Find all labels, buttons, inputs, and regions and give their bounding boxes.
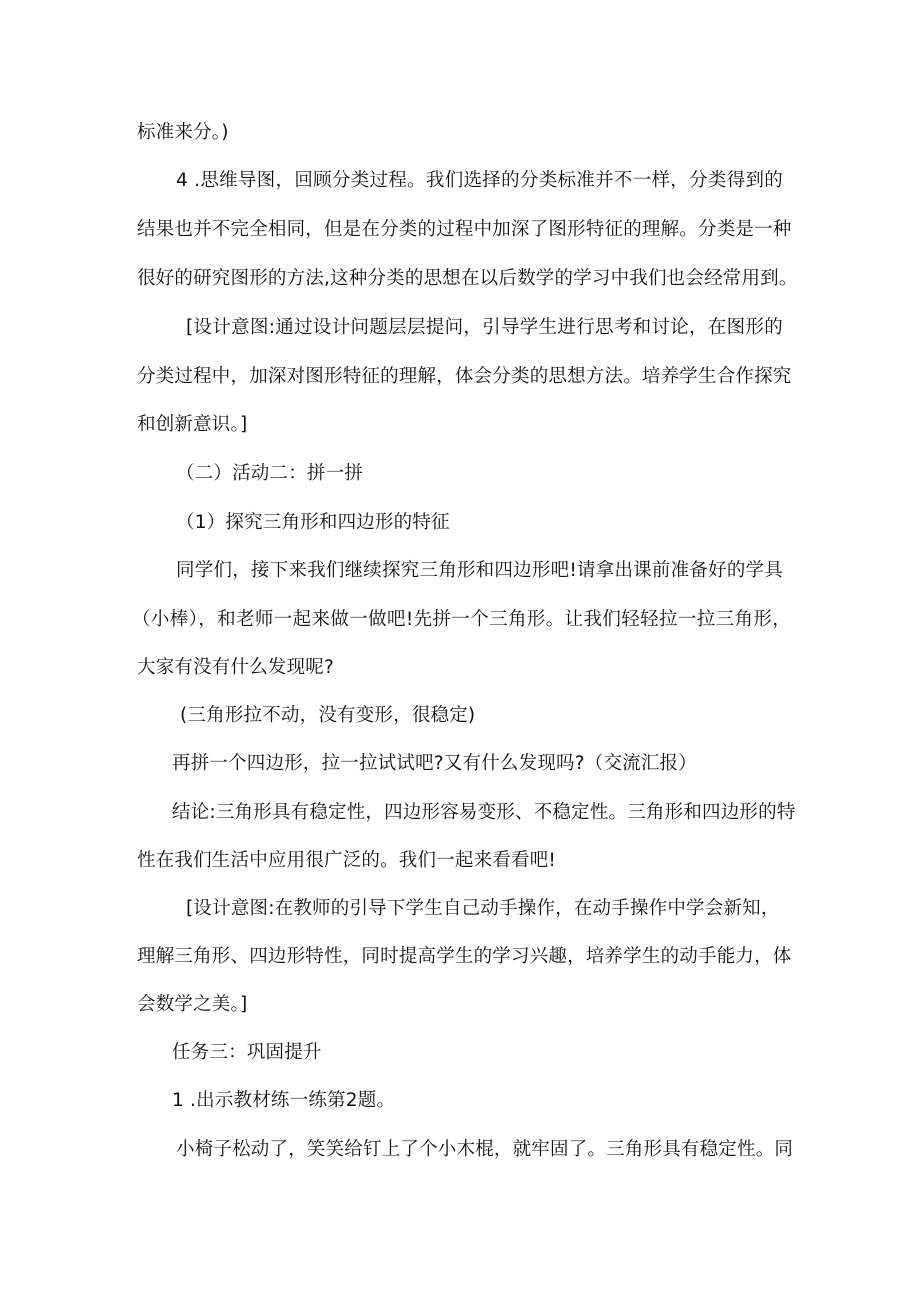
paragraph-line: [设计意图:通过设计问题层层提问，引导学生进行思考和讨论，在图形的 <box>186 317 783 338</box>
paragraph-line: 再拼一个四边形，拉一拉试试吧?又有什么发现吗?（交流汇报） <box>172 753 697 774</box>
paragraph-line: 同学们，接下来我们继续探究三角形和四边形吧!请拿出课前准备好的学具 <box>176 560 783 581</box>
paragraph-line: 结果也并不完全相同，但是在分类的过程中加深了图形特征的理解。分类是一种 <box>137 219 792 240</box>
paragraph-line: 标准来分。) <box>137 122 229 143</box>
paragraph-line: 4 .思维导图，回顾分类过程。我们选择的分类标准并不一样，分类得到的 <box>176 170 783 191</box>
paragraph-line: (三角形拉不动，没有变形，很稳定) <box>180 705 476 726</box>
paragraph-line: 小椅子松动了，笑笑给钉上了个小木棍，就牢固了。三角形具有稳定性。同 <box>176 1139 794 1160</box>
paragraph-line: 性在我们生活中应用很广泛的。我们一起来看看吧! <box>137 850 557 871</box>
subsection-heading: （1）探究三角形和四边形的特征 <box>176 512 450 533</box>
section-heading: 任务三：巩固提升 <box>172 1042 322 1063</box>
paragraph-line: 理解三角形、四边形特性，同时提高学生的学习兴趣，培养学生的动手能力，体 <box>137 946 792 967</box>
paragraph-line: 结论:三角形具有稳定性，四边形容易变形、不稳定性。三角形和四边形的特 <box>172 802 796 823</box>
paragraph-line: 会数学之美。] <box>137 994 248 1015</box>
paragraph-line: 和创新意识。] <box>137 414 248 435</box>
section-heading: （二）活动二：拼一拼 <box>176 463 364 484</box>
paragraph-line: 分类过程中，加深对图形特征的理解，体会分类的思想方法。培养学生合作探究 <box>137 366 792 387</box>
paragraph-line: 1 .出示教材练一练第2题。 <box>172 1090 396 1111</box>
paragraph-line: [设计意图:在教师的引导下学生自己动手操作，在动手操作中学会新知， <box>186 898 780 919</box>
paragraph-line: （小棒），和老师一起来做一做吧!先拼一个三角形。让我们轻轻拉一拉三角形， <box>132 609 791 630</box>
paragraph-line: 很好的研究图形的方法,这种分类的思想在以后数学的学习中我们也会经常用到。 <box>137 268 798 289</box>
paragraph-line: 大家有没有什么发现呢? <box>137 657 335 678</box>
